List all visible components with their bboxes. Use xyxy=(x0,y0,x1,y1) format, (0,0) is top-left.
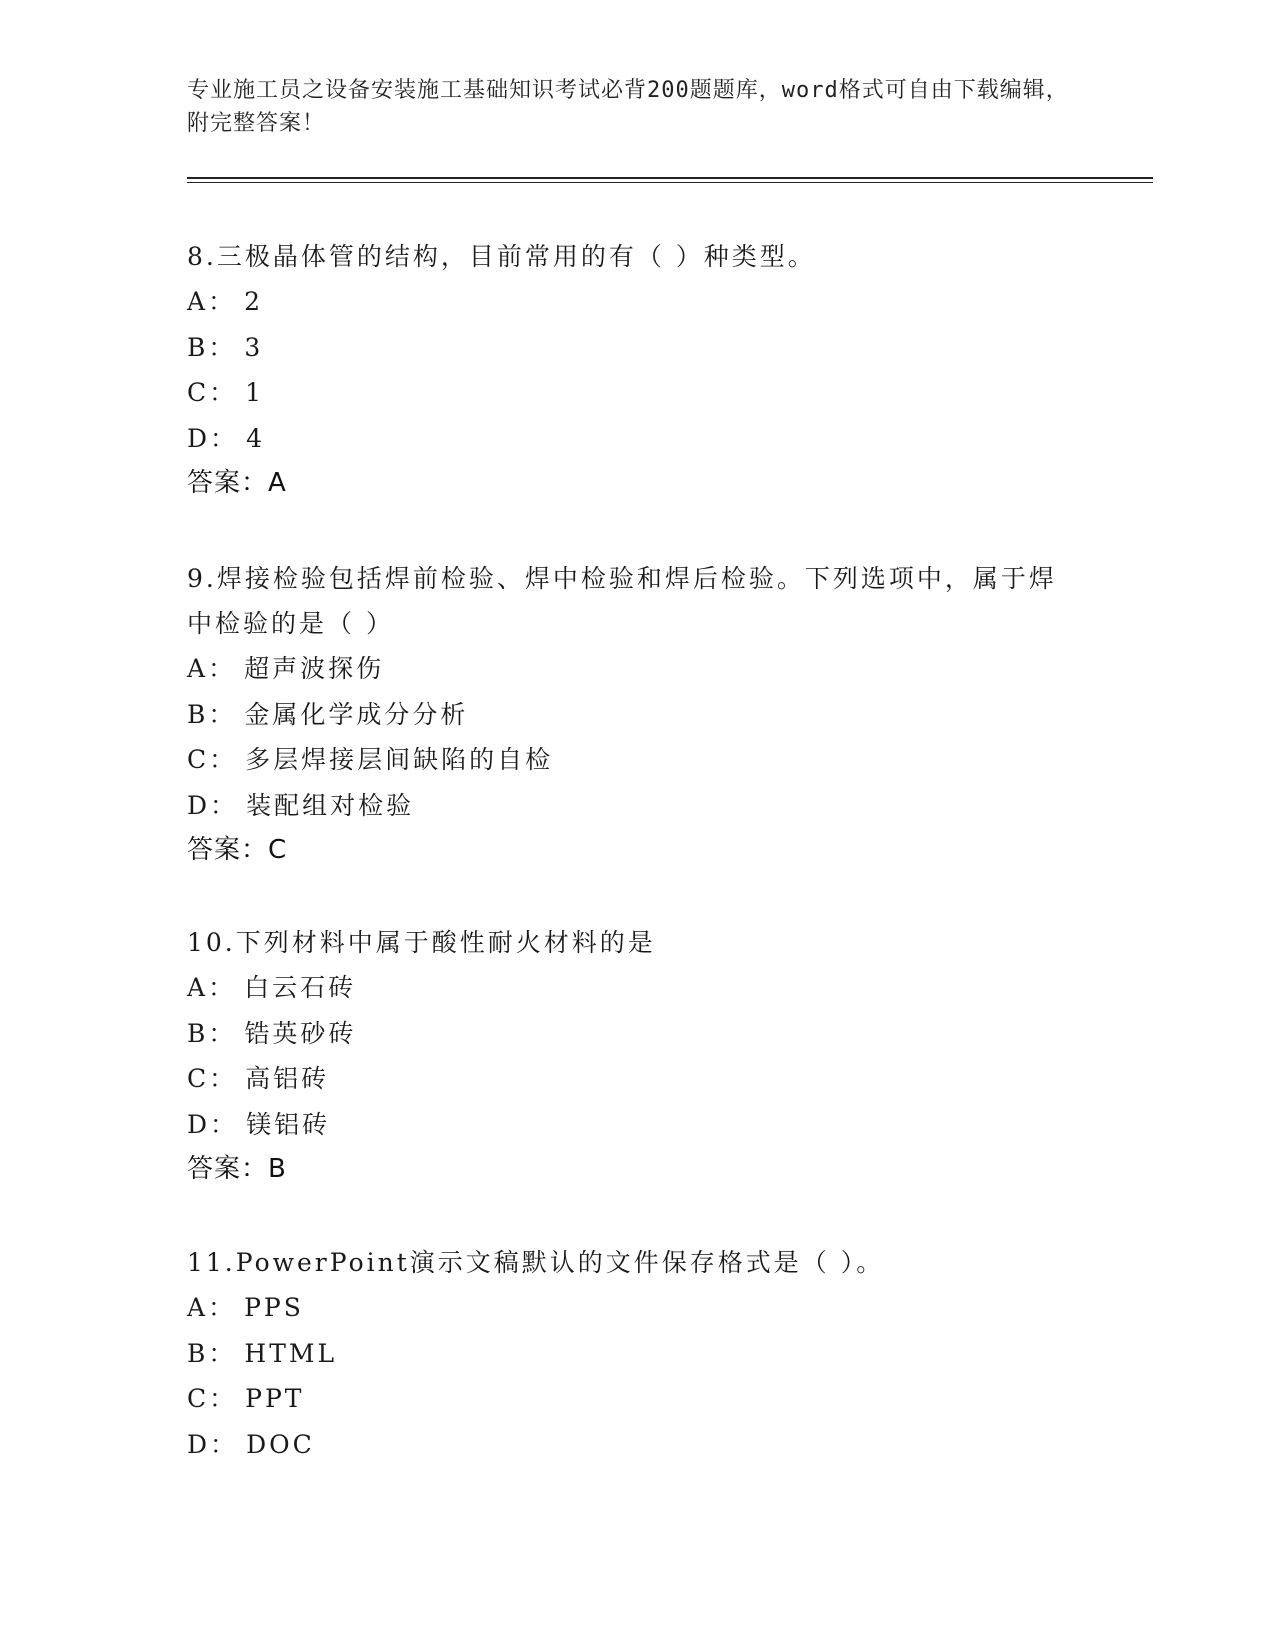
option-separator: ： xyxy=(208,699,237,729)
option-a xyxy=(187,965,1067,1011)
document-header: 专业施工员之设备安装施工基础知识考试必背200题题库，word格式可自由下载编辑，附完整答案！ xyxy=(187,78,1069,136)
option-separator: ： xyxy=(210,423,239,453)
option-text: 金属化学成分分析 xyxy=(244,699,469,729)
answer-line: 答案：A xyxy=(187,468,287,498)
option-d xyxy=(187,1422,1067,1468)
answer-line: 答案：C xyxy=(187,835,288,865)
option-separator: ： xyxy=(208,973,237,1002)
option-c xyxy=(187,737,1067,783)
option-separator: ： xyxy=(208,332,237,362)
option-text: 镁铝砖 xyxy=(246,1109,331,1139)
option-a xyxy=(187,646,1067,692)
option-b xyxy=(187,1011,1067,1057)
option-key: B xyxy=(187,332,209,362)
option-key: A xyxy=(187,654,209,683)
question-11 xyxy=(187,1240,1067,1467)
option-key: B xyxy=(187,1338,209,1368)
option-separator: ： xyxy=(208,654,237,683)
option-a xyxy=(187,1285,1067,1331)
question-10 xyxy=(187,920,1067,1192)
header-divider xyxy=(187,177,1153,179)
option-text: 2 xyxy=(244,287,263,316)
option-separator: ： xyxy=(209,1384,238,1413)
option-key: D xyxy=(187,1109,211,1139)
option-separator: ： xyxy=(208,1293,237,1322)
option-text: 高铝砖 xyxy=(245,1064,330,1093)
option-key: D xyxy=(187,790,211,820)
option-a xyxy=(187,279,1067,325)
option-c xyxy=(187,370,1067,416)
option-d xyxy=(187,1102,1067,1148)
question-stem: 9.焊接检验包括焊前检验、焊中检验和焊后检验。下列选项中，属于焊中检验的是（ ） xyxy=(187,564,1057,638)
option-text: 装配组对检验 xyxy=(246,790,415,820)
header-divider-thin xyxy=(187,182,1153,183)
option-b xyxy=(187,692,1067,738)
question-stem: 8.三极晶体管的结构，目前常用的有（ ）种类型。 xyxy=(187,242,816,271)
question-8 xyxy=(187,234,1067,506)
option-separator: ： xyxy=(210,790,239,820)
option-key: A xyxy=(187,973,209,1002)
option-text: 多层焊接层间缺陷的自检 xyxy=(245,745,554,774)
option-text: 超声波探伤 xyxy=(244,654,385,683)
option-key: B xyxy=(187,699,209,729)
option-text: PPS xyxy=(244,1293,304,1322)
option-separator: ： xyxy=(210,1429,239,1459)
option-separator: ： xyxy=(210,1109,239,1139)
option-key: C xyxy=(187,1064,210,1093)
option-separator: ： xyxy=(209,1064,238,1093)
option-c xyxy=(187,1376,1067,1422)
option-text: PPT xyxy=(245,1384,305,1413)
option-text: 1 xyxy=(245,378,265,407)
question-stem: 10.下列材料中属于酸性耐火材料的是 xyxy=(187,928,656,957)
option-separator: ： xyxy=(208,1018,237,1048)
question-stem: 11.PowerPoint演示文稿默认的文件保存格式是（ ）。 xyxy=(187,1248,885,1277)
option-text: 白云石砖 xyxy=(244,973,357,1002)
option-text: DOC xyxy=(246,1429,315,1459)
option-b xyxy=(187,325,1067,371)
option-text: HTML xyxy=(244,1338,338,1368)
option-key: C xyxy=(187,378,210,407)
option-separator: ： xyxy=(209,745,238,774)
option-separator: ： xyxy=(208,287,237,316)
option-d xyxy=(187,783,1067,829)
answer-line: 答案：B xyxy=(187,1154,287,1184)
option-c xyxy=(187,1056,1067,1102)
option-text: 4 xyxy=(246,423,265,453)
option-separator: ： xyxy=(208,1338,237,1368)
option-text: 3 xyxy=(244,332,264,362)
option-b xyxy=(187,1331,1067,1377)
option-separator: ： xyxy=(209,378,238,407)
option-text: 锆英砂砖 xyxy=(244,1018,357,1048)
option-d xyxy=(187,416,1067,462)
option-key: D xyxy=(187,423,211,453)
option-key: D xyxy=(187,1429,211,1459)
option-key: C xyxy=(187,1384,210,1413)
option-key: A xyxy=(187,287,209,316)
option-key: A xyxy=(187,1293,209,1322)
option-key: C xyxy=(187,745,210,774)
question-9 xyxy=(187,556,1067,873)
option-key: B xyxy=(187,1018,209,1048)
